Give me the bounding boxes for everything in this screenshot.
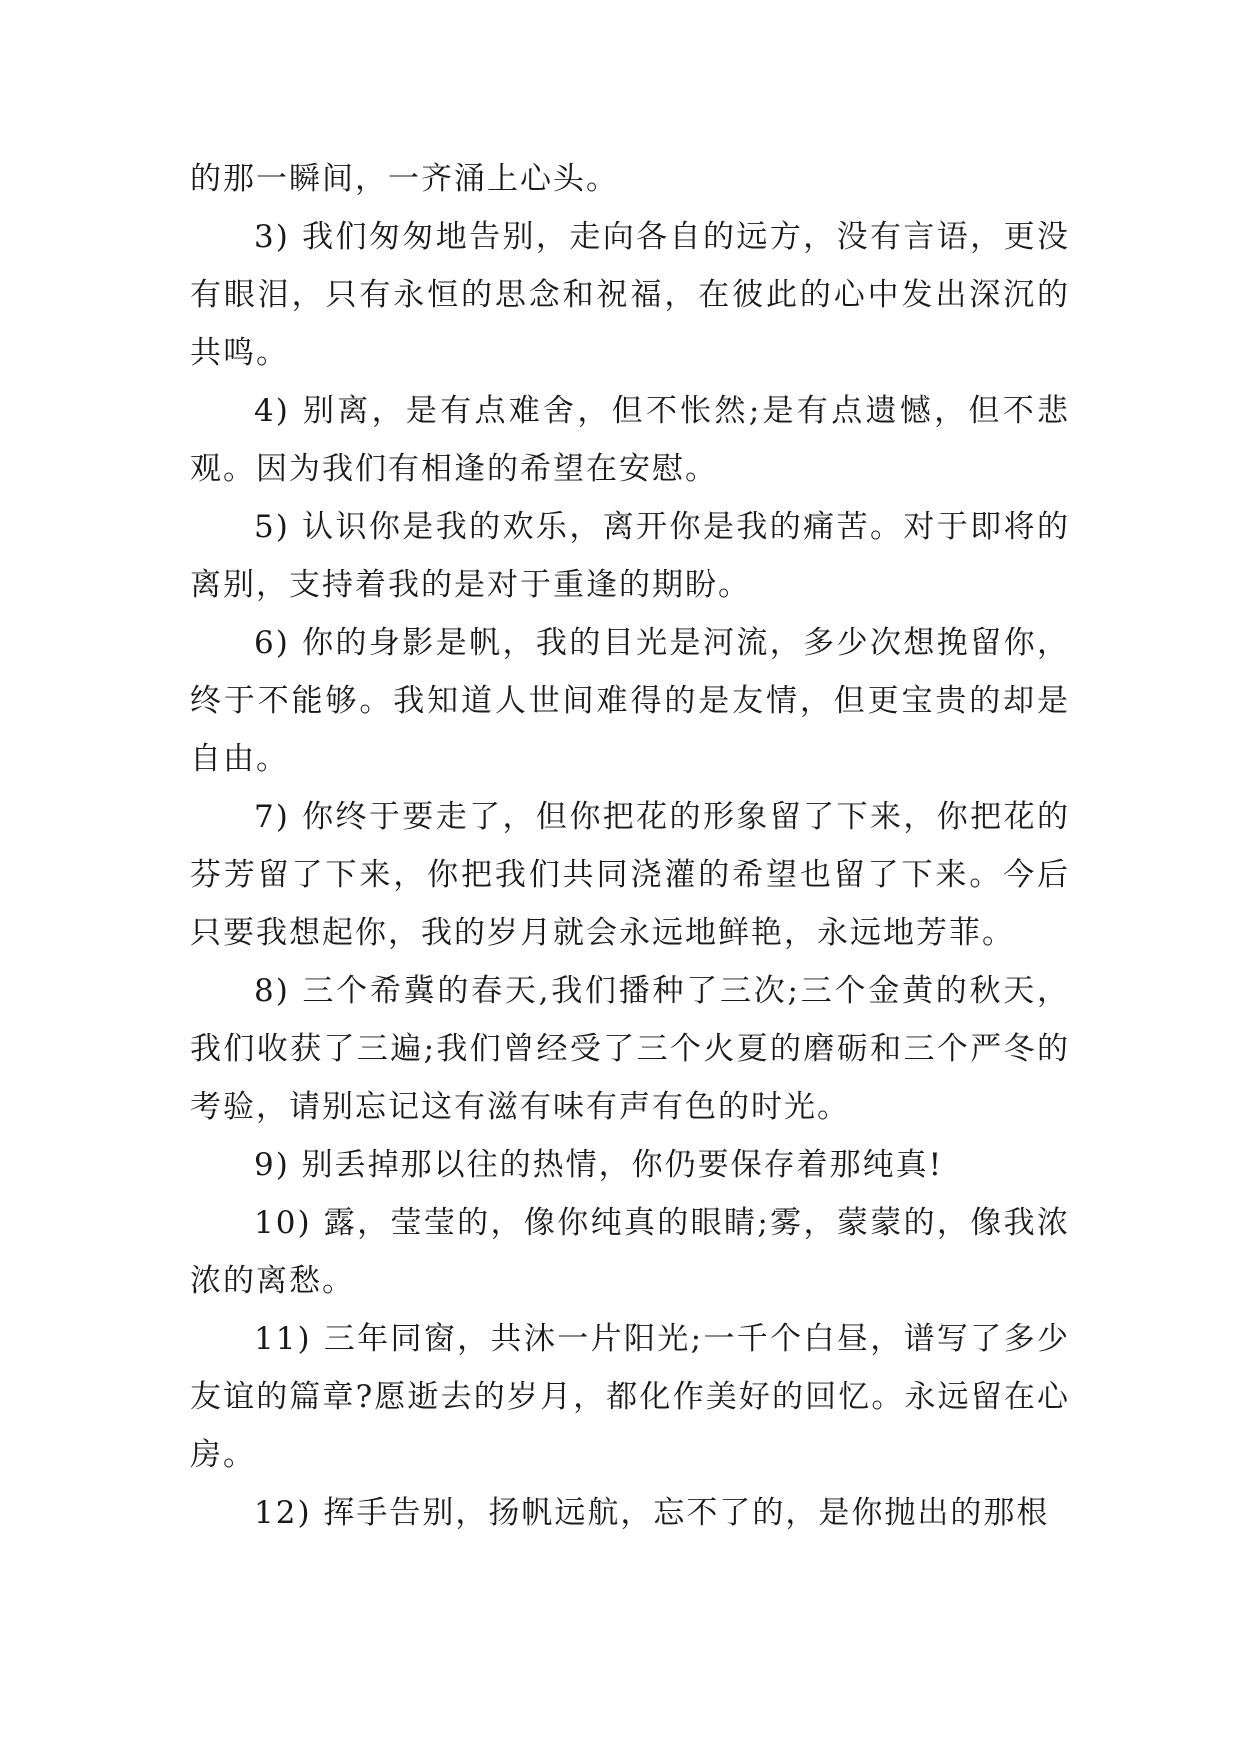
document-body (190, 150, 1070, 1542)
paragraph-item-11: 11) 三年同窗，共沐一片阳光;一千个白昼，谱写了多少友谊的篇章?愿逝去的岁月，都化作美好的回忆。永远留在心房。 (190, 1321, 1070, 1473)
paragraph-item-7: 7) 你终于要走了，但你把花的形象留了下来，你把花的芬芳留了下来，你把我们共同浇灌的希望也留了下来。今后只要我想起你，我的岁月就会永远地鲜艳，永远地芳菲。 (190, 799, 1070, 951)
paragraph-item-3: 3) 我们匆匆地告别，走向各自的远方，没有言语，更没有眼泪，只有永恒的思念和祝福，在彼此的心中发出深沉的共鸣。 (190, 219, 1070, 371)
paragraph-item-6: 6) 你的身影是帆，我的目光是河流，多少次想挽留你，终于不能够。我知道人世间难得的是友情，但更宝贵的却是自由。 (190, 625, 1070, 777)
paragraph-item-8: 8) 三个希冀的春天,我们播种了三次;三个金黄的秋天，我们收获了三遍;我们曾经受了三个火夏的磨砺和三个严冬的考验，请别忘记这有滋有味有声有色的时光。 (190, 973, 1070, 1125)
paragraph-item-12: 12) 挥手告别，扬帆远航，忘不了的，是你抛出的那根 (254, 1495, 1050, 1531)
paragraph-item-5: 5) 认识你是我的欢乐，离开你是我的痛苦。对于即将的离别，支持着我的是对于重逢的期盼。 (190, 509, 1070, 603)
paragraph-continuation: 的那一瞬间，一齐涌上心头。 (190, 161, 619, 197)
paragraph-item-10: 10) 露，莹莹的，像你纯真的眼睛;雾，蒙蒙的，像我浓浓的离愁。 (190, 1205, 1070, 1299)
paragraph-item-4: 4) 别离，是有点难舍，但不怅然;是有点遗憾，但不悲观。因为我们有相逢的希望在安慰。 (190, 393, 1070, 487)
paragraph-item-9: 9) 别丢掉那以往的热情，你仍要保存着那纯真! (254, 1147, 944, 1183)
